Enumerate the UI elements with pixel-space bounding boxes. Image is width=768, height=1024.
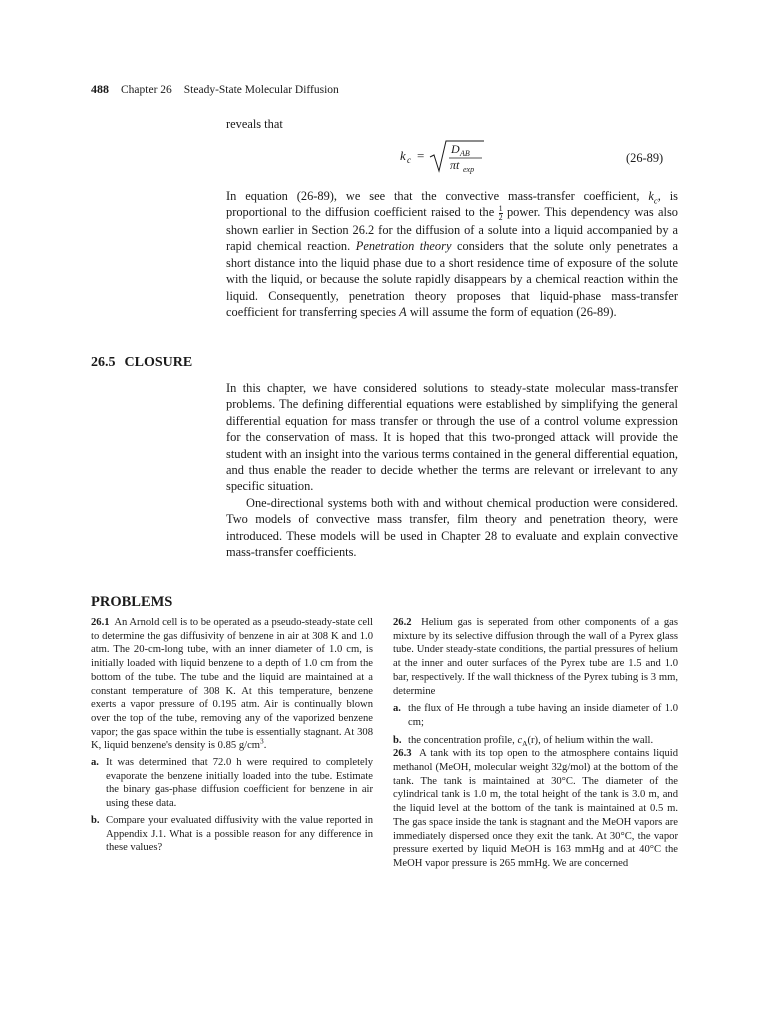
one-half-fraction: $\frac{1}{2}$ (498, 204, 503, 223)
problem-26-1-b: b. Compare your evaluated diffusivity with the value reported in Appendix J.1. What is a possible reason for any difference in these values? (91, 814, 373, 854)
reveals-text: reveals that (226, 117, 283, 131)
problem-text: Helium gas is seperated from other components of a gas mixture by its selective diffusion through the wall of a Pyrex glass tube. Under steady-state conditions, the partial pressures of helium at the inner and outer surfaces of the Pyrex tube are 1.5 and 1.0 bar, respectively. If the wall thickness of the Pyrex tubing is 3 mm, determine (393, 617, 679, 697)
problem-26-1: 26.1 An Arnold cell is to be operated as a pseudo-steady-state cell to determine the gas diffusivity of benzene in air at 308 K and 1.0 atm. The 20-cm-long tube, with an inner diameter of 1.0 cm, is initially loaded with liquid benzene to a depth of 1.0 cm from the bottom of the tube. The tube and the liquid are maintained at a constant temperature of 308 K. At this temperature, benzene exerts a vapor pressure of 0.195 atm. Air is continually blown over the top of the tube, removing any of the vaporized benzene vapor; the gas space within the tube is essentially stagnant. At 308 K, liquid benzene's density is 0.85 $g/cm^3$. (91, 617, 373, 752)
problem-26-2 (393, 616, 678, 698)
problem-26-1-a: a. It was determined that 72.0 h were required to completely evaporate the benzene initially loaded into the tube. Estimate the binary gas-phase diffusion coefficient for benzene in air using these data. (91, 757, 373, 810)
problem-number: 26.3 (393, 748, 412, 760)
problem-26-2-b: b. the concentration profile, $c_A(r)$, of helium within the wall. (393, 734, 654, 748)
species-symbol: A (399, 305, 407, 320)
section-heading (91, 355, 192, 371)
eq-denominator-sub: exp (463, 165, 475, 174)
closure-paragraph-1: In this chapter, we have considered solutions to steady-state molecular mass-transfer problems. The defining differential equations were established by simplifying the general differential equation for mass transfer or through the use of a control volume expression for the conservation of mass. It is hoped that this two-pronged attack will provide the student with an insight into the various terms contained in the general differential equation, and thus enable the reader to decide whether the terms are relevant or irrelevant to any specific situation. (226, 381, 678, 494)
kc-symbol: k (648, 189, 654, 203)
para1-text-3: power. This dependency was also shown earlier in Section 26.2 for the diffusion of a solute into a liquid accompanied by a rapid chemical reaction. (226, 205, 678, 254)
problems-left-column (91, 616, 373, 855)
eq-equals: = (417, 148, 425, 163)
page-number: 488 (91, 82, 109, 96)
eq-lhs-sub: c (407, 155, 411, 165)
problems-heading: PROBLEMS (91, 594, 173, 610)
para1-text-4: considers that the solute only penetrates a short distance into the liquid phase due to a short residence time of exposure of the solute with the liquid, or because the solute rapidly disappears by a chemical reaction within the liquid. Consequently, penetration theory proposes that liquid-phase mass-transfer coefficient for transferring species (226, 239, 679, 320)
chapter-title: Steady-State Molecular Diffusion (183, 84, 339, 96)
section-number: 26.5 (91, 355, 116, 370)
problem-text: An Arnold cell is to be operated as a pseudo-steady-state cell to determine the gas diffusivity of benzene in air at 308 K and 1.0 atm. The 20-cm-long tube, with an inner diameter of 1.0 cm, is initially loaded with liquid benzene to a depth of 1.0 cm from the bottom of the tube. The tube and the liquid are maintained at a constant temperature of 308 K. At this temperature, benzene exerts a vapor pressure of 0.195 atm. Air is continually blown over the top of the tube, removing any of the vaporized benzene vapor; the gas space within the tube is essentially stagnant. At 308 K, liquid benzene's density is 0.85 g/cm (91, 617, 373, 752)
problem-number: 26.2 (393, 617, 412, 628)
equation-number: (26-89) (626, 151, 664, 165)
closure-paragraph-2: One-directional systems both with and without chemical production were considered. Two models of convective mass transfer, film theory and penetration theory, were introduced. These models will be used in Chapter 28 to evaluate and explain convective mass-transfer coefficients. (226, 495, 678, 560)
eq-lhs: k (400, 148, 406, 163)
para1-text-5: will assume the form of equation (26-89). (406, 305, 617, 320)
eq-denominator: πt (450, 158, 460, 172)
running-header (91, 82, 339, 97)
kc-symbol-sub: c (653, 195, 658, 206)
section-title: CLOSURE (124, 355, 193, 370)
penetration-theory-term: Penetration theory (355, 239, 452, 254)
problem-text: A tank with its top open to the atmosphere contains liquid methanol (MeOH, molecular weight 32g/mol) at the bottom of the tank. The tank is maintained at 30°C. The diameter of the cylindrical tank is 1.0 m, the total height of the tank is 3.0 m, and the liquid level at the bottom of the tank is maintained at 0.5 m. The gas space inside the tank is stagnant and the MeOH vapors are immediately dispersed once they exit the tank. At 30°C, the vapor pressure exerted by liquid MeOH is 163 mmHg and at 40°C the MeOH vapor pressure is 265 mmHg. We are concerned (393, 748, 678, 869)
problems-right-column (393, 616, 678, 871)
eq-numerator: D (451, 142, 460, 156)
problem-26-2-a: a. the flux of He through a tube having an inside diameter of 1.0 cm; (393, 703, 678, 728)
para1-text-1: In equation (26-89), we see that the convective mass-transfer coefficient, (226, 189, 649, 203)
problem-number: 26.1 (91, 617, 110, 628)
penetration-theory-paragraph (226, 188, 678, 321)
problem-26-3 (393, 747, 678, 870)
para1-text-2: , is proportional to the diffusion coefficient raised to the (226, 189, 678, 220)
eq-numerator-sub: AB (460, 149, 470, 158)
closure-text (226, 380, 678, 560)
chapter-label: Chapter 26 (121, 84, 172, 96)
